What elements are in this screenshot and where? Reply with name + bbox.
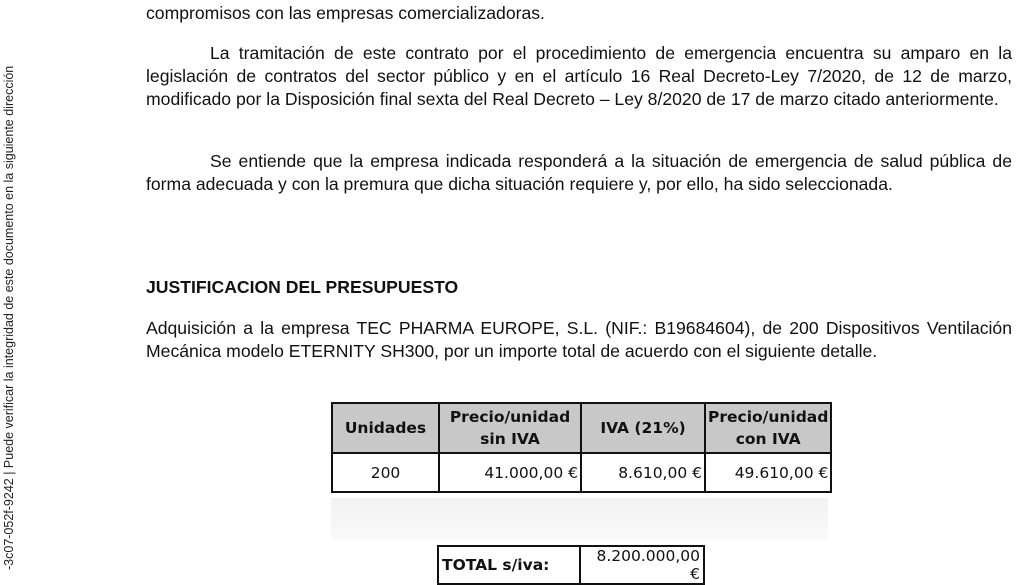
total-value: 8.200.000,00 € xyxy=(580,546,704,584)
cell-units: 200 xyxy=(332,453,439,492)
header-price-with-vat: Precio/unidad con IVA xyxy=(705,403,831,453)
budget-table xyxy=(331,402,832,493)
budget-header-row xyxy=(332,403,831,453)
total-table xyxy=(437,545,705,585)
total-label: TOTAL s/iva: xyxy=(438,546,580,584)
verification-text: -3c07-052f-9242 | Puede verificar la integridad de este documento en la siguiente dirección xyxy=(2,65,16,570)
paragraph-company-selection: Se entiende que la empresa indicada responderá a la situación de emergencia de salud pública de forma adecuada y con la premura que dicha situación requiere y, por ello, ha sido seleccionada. xyxy=(146,151,1012,194)
total-row xyxy=(438,546,704,584)
verification-side-note xyxy=(2,0,18,578)
header-price-no-vat: Precio/unidad sin IVA xyxy=(439,403,581,453)
header-vat: IVA (21%) xyxy=(581,403,705,453)
cell-price-no-vat: 41.000,00 € xyxy=(439,453,581,492)
cell-vat: 8.610,00 € xyxy=(581,453,705,492)
shaded-band xyxy=(331,498,828,540)
section-heading: JUSTIFICACION DEL PRESUPUESTO xyxy=(146,277,459,297)
paragraph-commitments: compromisos con las empresas comercializadoras. xyxy=(146,3,545,23)
table-row xyxy=(332,453,831,492)
paragraph-legal-basis: La tramitación de este contrato por el procedimiento de emergencia encuentra su amparo en la legislación de contratos del sector público y en el artículo 16 Real Decreto-Ley 7/2020, de 12 de marzo, modificado por la Disposición final sexta del Real Decreto – Ley 8/2020 de 17 de marzo citado anteriormente. xyxy=(146,43,1012,109)
cell-price-with-vat: 49.610,00 € xyxy=(705,453,831,492)
paragraph-acquisition: Adquisición a la empresa TEC PHARMA EUROPE, S.L. (NIF.: B19684604), de 200 Dispositivos Ventilación Mecánica modelo ETERNITY SH300, por un importe total de acuerdo con el siguiente detalle. xyxy=(146,318,1012,361)
header-units: Unidades xyxy=(332,403,439,453)
